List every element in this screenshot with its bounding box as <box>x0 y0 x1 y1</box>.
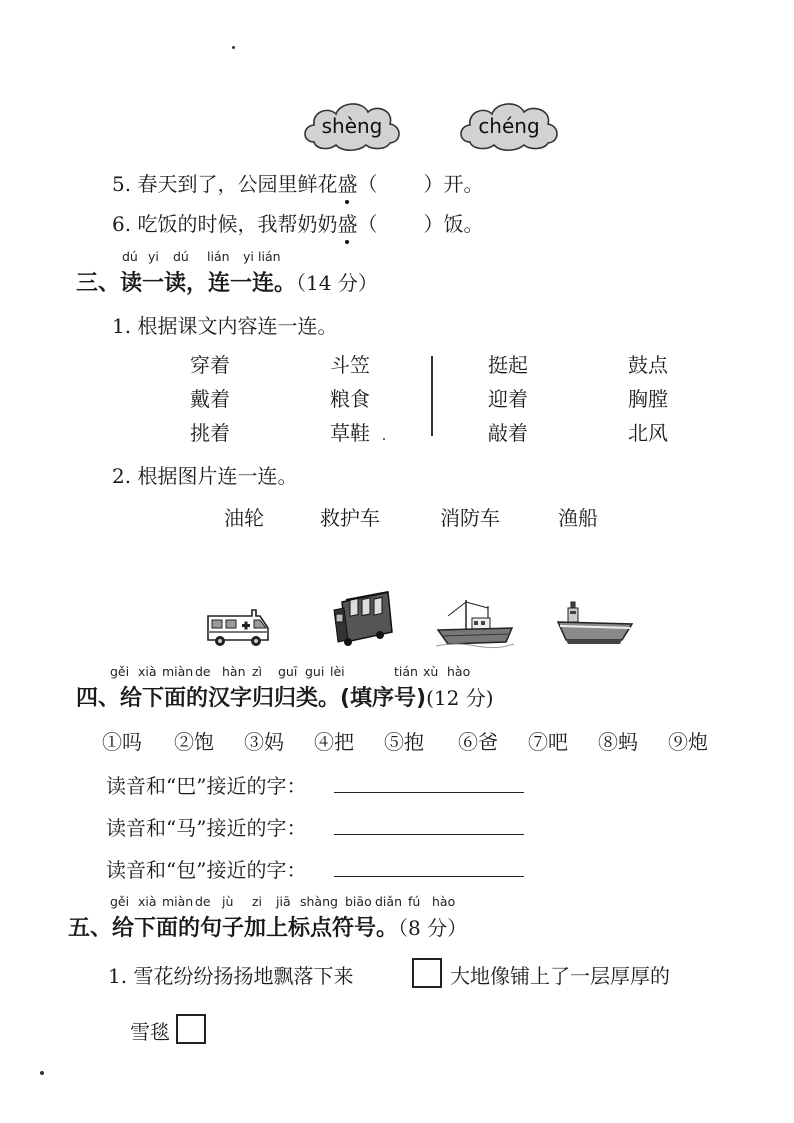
vehicle-word-2[interactable]: 消防车 <box>440 506 500 530</box>
match-right-col1-2[interactable]: 敲着 <box>488 421 528 445</box>
match-right-col2-0[interactable]: 鼓点 <box>628 353 668 377</box>
paren-open: （ <box>357 172 378 196</box>
section4-title: 四、给下面的汉字归归类。(填序号)(12 分) <box>76 686 494 711</box>
fire-truck-icon[interactable] <box>332 588 396 648</box>
match-left-col1-1[interactable]: 戴着 <box>190 387 230 411</box>
answer-line-ma[interactable] <box>334 834 524 835</box>
match-left-col1-0[interactable]: 穿着 <box>190 353 230 377</box>
fill-question-5 <box>112 168 483 197</box>
section3-title: 三、读一读，连一连。（14 分） <box>76 271 378 296</box>
vehicle-word-3[interactable]: 渔船 <box>558 506 598 530</box>
classify-prompt-ba: 读音和“巴”接近的字： <box>106 774 307 798</box>
char-option-5: ⑤抱 <box>384 730 424 754</box>
match-right-col1-0[interactable]: 挺起 <box>488 353 528 377</box>
section5-score: （8 分） <box>398 916 468 940</box>
section3-q2: 2. 根据图片连一连。 <box>112 464 298 488</box>
vehicle-word-1[interactable]: 救护车 <box>320 506 380 530</box>
char-option-3: ③妈 <box>244 730 284 754</box>
question-text: 5. 春天到了，公园里鲜花 <box>112 172 338 196</box>
column-divider <box>431 356 433 436</box>
section4-pinyin: gěi xià miàn de hàn zì guī gui lèi tián xù hào <box>110 664 471 679</box>
answer-line-bao[interactable] <box>334 876 524 877</box>
section3-pinyin: dú yi dú lián yi lián <box>122 249 281 264</box>
char-option-2: ②饱 <box>174 730 214 754</box>
sentence1-part2: 大地像铺上了一层厚厚的 <box>450 964 670 988</box>
char-option-4: ④把 <box>314 730 354 754</box>
punctuation-box-1[interactable] <box>412 958 442 988</box>
match-left-col2-1[interactable]: 粮食 <box>330 387 370 411</box>
fishing-boat-icon[interactable] <box>436 596 514 650</box>
section4-score: (12 分) <box>426 686 494 710</box>
answer-line-ba[interactable] <box>334 792 524 793</box>
char-option-1: ①吗 <box>102 730 142 754</box>
section3-q1: 1. 根据课文内容连一连。 <box>112 314 338 338</box>
sentence1-part1: 1. 雪花纷纷扬扬地飘落下来 <box>108 964 354 988</box>
punctuation-box-2[interactable] <box>176 1014 206 1044</box>
section5-title: 五、给下面的句子加上标点符号。（8 分） <box>68 916 468 941</box>
question-text: 6. 吃饭的时候，我帮奶奶 <box>112 212 338 236</box>
question-tail: ）开。 <box>423 172 484 196</box>
match-right-col1-1[interactable]: 迎着 <box>488 387 528 411</box>
paren-open: （ <box>357 212 378 236</box>
section5-pinyin: gěi xià miàn de jù zi jiā shàng biāo diǎn fú hào <box>110 894 456 909</box>
ambulance-icon[interactable] <box>204 606 272 648</box>
match-right-col2-2[interactable]: 北风 <box>628 421 668 445</box>
question-tail: ）饭。 <box>423 212 484 236</box>
scan-speck <box>383 438 385 440</box>
match-left-col1-2[interactable]: 挑着 <box>190 421 230 445</box>
char-option-6: ⑥爸 <box>458 730 498 754</box>
char-option-8: ⑧蚂 <box>598 730 638 754</box>
section3-score: （14 分） <box>296 271 378 295</box>
match-left-col2-0[interactable]: 斗笠 <box>330 353 370 377</box>
fill-question-6 <box>112 208 483 237</box>
classify-prompt-ma: 读音和“马”接近的字： <box>106 816 307 840</box>
oil-tanker-icon[interactable] <box>556 600 634 646</box>
emphasis-char: 盛 <box>337 208 357 237</box>
sentence1-part3: 雪毯 <box>130 1020 170 1044</box>
match-right-col2-1[interactable]: 胸膛 <box>628 387 668 411</box>
vehicle-word-0[interactable]: 油轮 <box>224 506 264 530</box>
char-option-9: ⑨炮 <box>668 730 708 754</box>
scan-speck <box>232 46 235 49</box>
emphasis-char: 盛 <box>337 168 357 197</box>
match-left-col2-2[interactable]: 草鞋 <box>330 421 370 445</box>
pinyin-cloud-sheng-label: shèng <box>321 114 383 138</box>
classify-prompt-bao: 读音和“包”接近的字： <box>106 858 307 882</box>
char-option-7: ⑦吧 <box>528 730 568 754</box>
scan-speck <box>40 1071 44 1075</box>
pinyin-cloud-cheng-label: chéng <box>478 114 540 138</box>
